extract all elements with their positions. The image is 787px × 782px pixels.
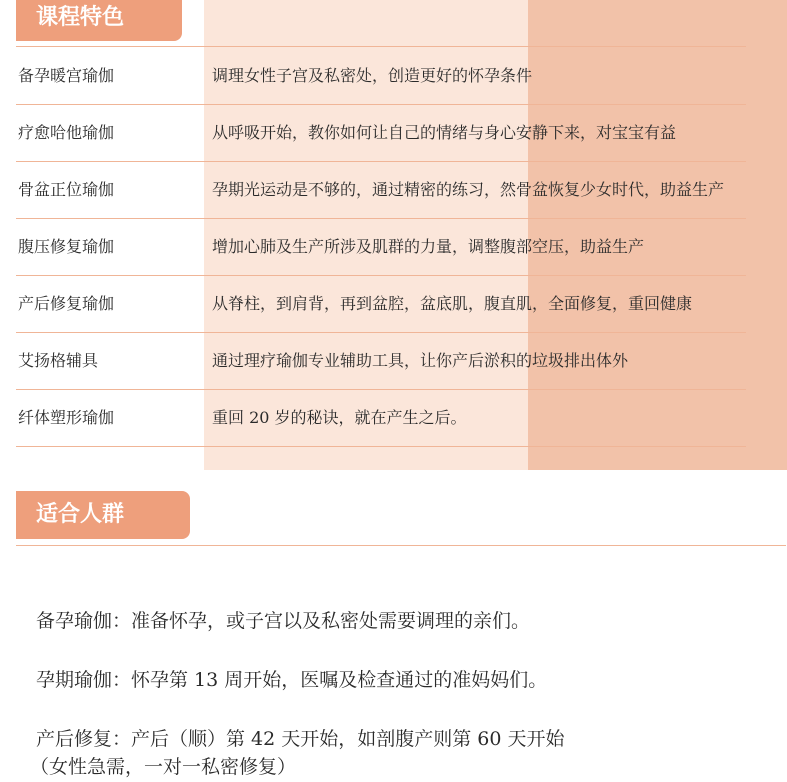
- course-description: 从脊柱，到肩背，再到盆腔，盆底肌，腹直肌，全面修复，重回健康: [212, 294, 693, 313]
- course-description: 重回 20 岁的秘诀，就在产生之后。: [212, 408, 467, 427]
- table-row: [16, 390, 776, 446]
- table-row: [16, 333, 776, 389]
- course-features-heading: 课程特色: [16, 0, 182, 41]
- table-row: [16, 105, 776, 161]
- course-description: 孕期光运动是不够的，通过精密的练习，然骨盆恢复少女时代，助益生产: [212, 180, 725, 199]
- section-divider: [16, 545, 786, 546]
- crowd-line: 产后修复：产后（顺）第 42 天开始，如剖腹产则第 60 天开始: [36, 728, 565, 750]
- course-description: 调理女性子宫及私密处，创造更好的怀孕条件: [212, 66, 533, 85]
- section-divider: [16, 46, 746, 47]
- table-row: [16, 219, 776, 275]
- target-crowd-heading: 适合人群: [16, 491, 190, 539]
- course-name: 纤体塑形瑜伽: [18, 408, 115, 427]
- table-row: [16, 162, 776, 218]
- course-name: 疗愈哈他瑜伽: [18, 123, 115, 142]
- course-name: 产后修复瑜伽: [18, 294, 115, 313]
- table-row: [16, 48, 776, 104]
- crowd-line: 备孕瑜伽：准备怀孕，或子宫以及私密处需要调理的亲们。: [36, 610, 531, 632]
- row-divider: [16, 446, 746, 447]
- course-description: 增加心肺及生产所涉及肌群的力量，调整腹部空压，助益生产: [212, 237, 645, 256]
- course-name: 艾扬格辅具: [18, 351, 99, 370]
- crowd-line: 孕期瑜伽：怀孕第 13 周开始，医嘱及检查通过的准妈妈们。: [36, 669, 548, 691]
- course-name: 骨盆正位瑜伽: [18, 180, 115, 199]
- course-name: 备孕暖宫瑜伽: [18, 66, 115, 85]
- table-row: [16, 276, 776, 332]
- crowd-line: （女性急需，一对一私密修复）: [30, 756, 297, 778]
- course-description: 从呼吸开始，教你如何让自己的情绪与身心安静下来，对宝宝有益: [212, 123, 677, 142]
- course-description: 通过理疗瑜伽专业辅助工具，让你产后淤积的垃圾排出体外: [212, 351, 629, 370]
- course-name: 腹压修复瑜伽: [18, 237, 115, 256]
